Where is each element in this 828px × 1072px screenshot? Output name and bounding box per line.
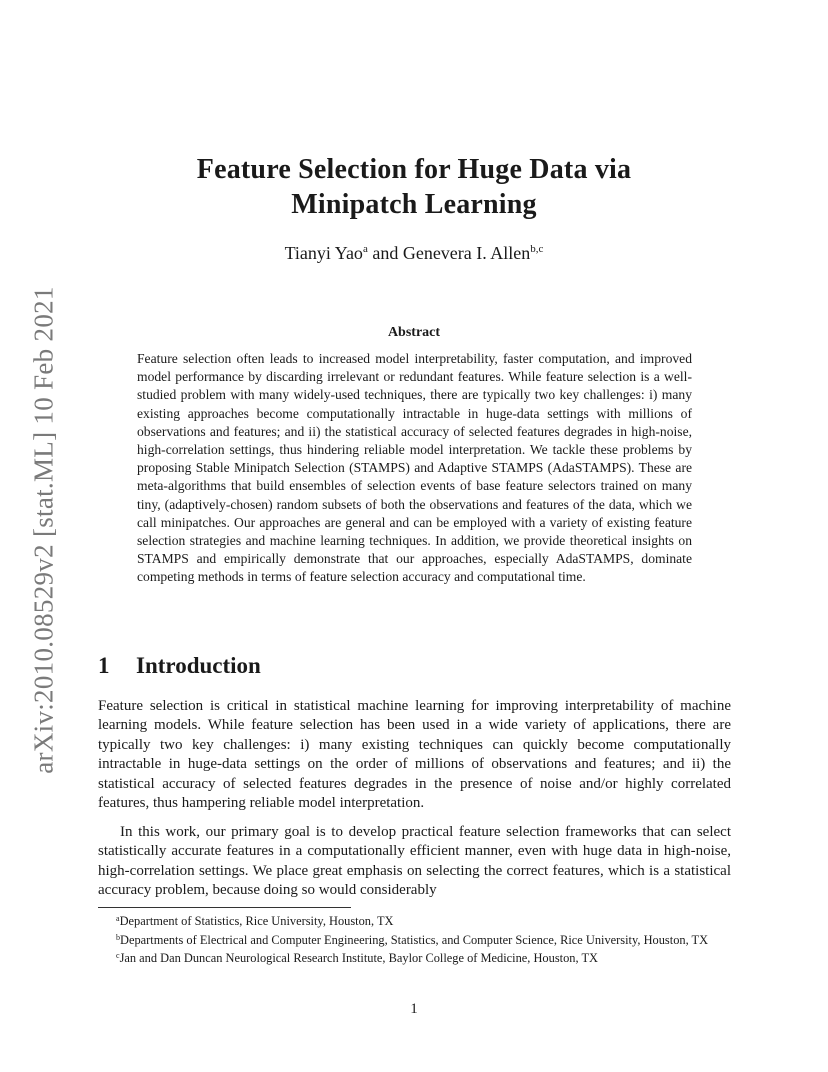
author-name: Tianyi Yao bbox=[284, 243, 363, 263]
abstract-text: Feature selection often leads to increased model interpretability, faster computation, and improved model performance by discarding irrelevant or redundant features. While feature selection is a well-studied problem with many widely-used techniques, there are typically two key challenges: i) many existing approaches become computationally intractable in huge-data settings with millions of observations and features; and ii) the statistical accuracy of selected features degrades in high-noise, high-correlation settings, thus hindering reliable model interpretation. We tackle these problems by proposing Stable Minipatch Selection (STAMPS) and Adaptive STAMPS (AdaSTAMPS). These are meta-algorithms that build ensembles of selection events of base feature selectors trained on many tiny, (adaptively-chosen) random subsets of both the observations and features of the data, which we call minipatches. Our approaches are general and can be employed with a variety of existing feature selection strategies and machine learning techniques. In addition, we provide theoretical insights on STAMPS and empirically demonstrate that our approaches, especially AdaSTAMPS, dominate competing methods in terms of feature selection accuracy and computational time. bbox=[137, 351, 692, 585]
footnote bbox=[98, 911, 731, 930]
footnote-text: Jan and Dan Duncan Neurological Research Institute, Baylor College of Medicine, Houston, TX bbox=[119, 951, 598, 965]
footnotes bbox=[98, 911, 731, 967]
footnote bbox=[98, 948, 731, 967]
section-number: 1 bbox=[98, 653, 110, 678]
abstract-heading: Abstract bbox=[387, 325, 441, 340]
footnote-text: Departments of Electrical and Computer Engineering, Statistics, and Computer Science, Rice University, Houston, TX bbox=[120, 932, 709, 947]
title-line-1: Feature Selection for Huge Data via bbox=[196, 154, 632, 185]
body-paragraph: Feature selection is critical in statistical machine learning for improving interpretability of machine learning models. While feature selection has been used in a wide variety of applications, there are typically two key challenges: i) many existing techniques can quickly become computationally intractable in huge-data settings on the order of millions of observations and features; and ii) the statistical accuracy of selected features degrades in the presence of noise and/or highly correlated features, thus hampering reliable model interpretation. bbox=[98, 698, 731, 812]
footnote bbox=[98, 930, 731, 949]
affiliation-mark: b,c bbox=[530, 243, 544, 255]
title-line-2: Minipatch Learning bbox=[291, 189, 537, 220]
section-title: Introduction bbox=[136, 653, 261, 678]
paper-title bbox=[0, 152, 828, 222]
author-name: Genevera I. Allen bbox=[402, 243, 531, 263]
section-heading bbox=[98, 653, 261, 679]
footnote-text: Department of Statistics, Rice University, Houston, TX bbox=[119, 914, 394, 928]
footnote-divider bbox=[98, 907, 351, 908]
arxiv-identifier: arXiv:2010.08529v2 [stat.ML] 10 Feb 2021 bbox=[28, 286, 59, 774]
footnote-mark: b bbox=[116, 932, 120, 942]
page-number: 1 bbox=[410, 1001, 418, 1017]
author-list bbox=[0, 243, 828, 264]
affiliation-mark: a bbox=[362, 243, 368, 255]
body-paragraph: In this work, our primary goal is to develop practical feature selection frameworks that can select statistically accurate features in a computationally efficient manner, even with huge data in high-noise, high-correlation settings. We place great emphasis on selecting the correct features, which is a statistical accuracy problem, because doing so would considerably bbox=[98, 824, 731, 899]
footnote-mark: a bbox=[116, 914, 120, 923]
footnote-mark: c bbox=[116, 951, 120, 960]
author-connector: and bbox=[367, 243, 403, 263]
